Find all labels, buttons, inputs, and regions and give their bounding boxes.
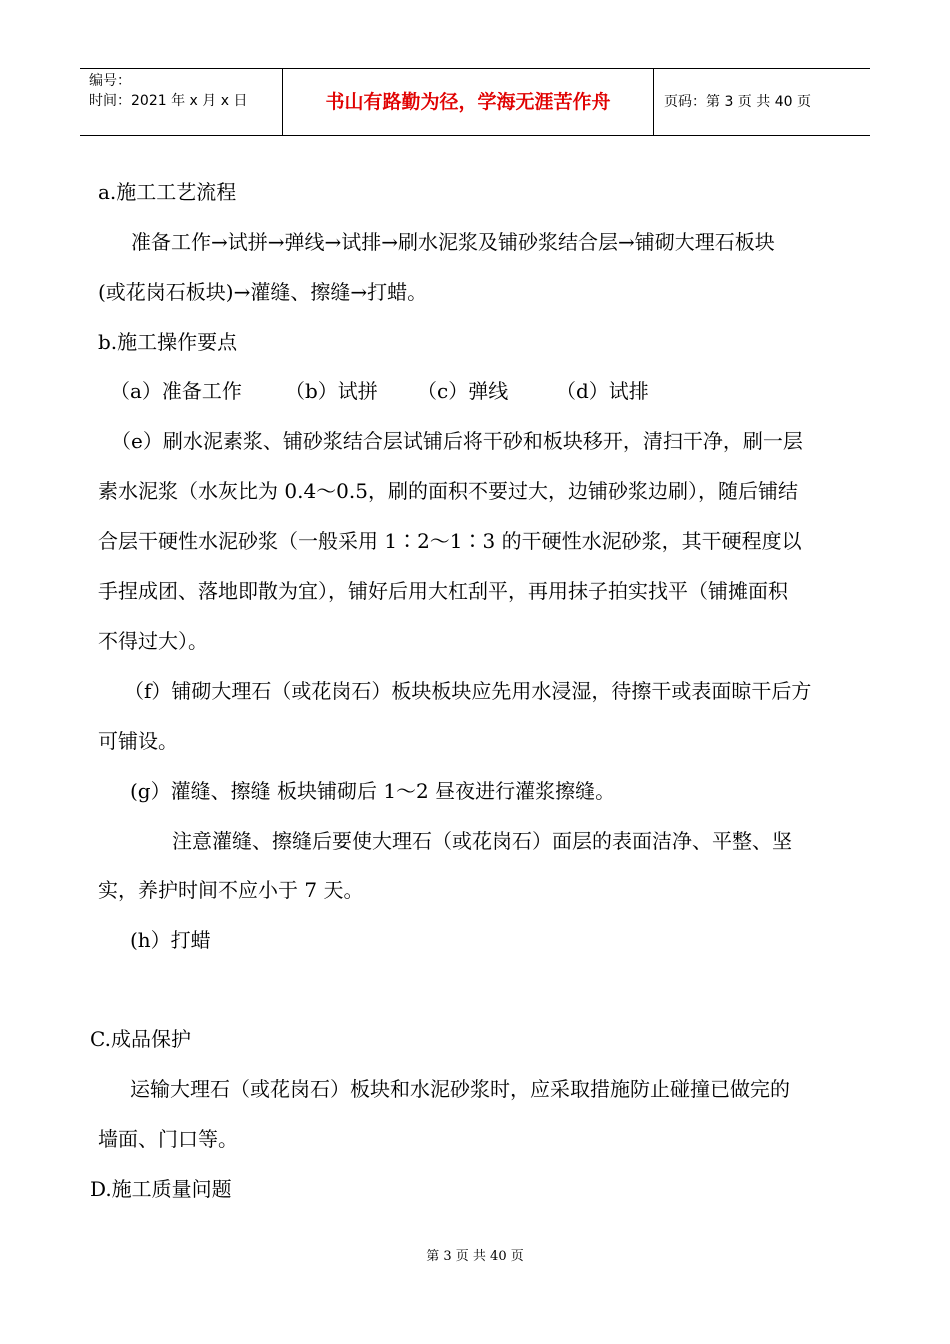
page-header: [80, 68, 870, 136]
paragraph-line: 注意灌缝、擦缝后要使大理石（或花岗石）面层的表面洁净、平整、坚: [172, 829, 792, 853]
section-heading-a: a.施工工艺流程: [98, 180, 237, 204]
paragraph-line: 实，养护时间不应小于 7 天。: [98, 878, 364, 902]
step-item-a: （a）准备工作: [110, 379, 242, 403]
header-meta: [80, 69, 282, 135]
step-item-b: （b）试拼: [285, 379, 378, 403]
paragraph-line: 手捏成团、落地即散为宜），铺好后用大杠刮平，再用抹子拍实找平（铺摊面积: [98, 579, 788, 603]
paragraph-line: 素水泥浆（水灰比为 0.4～0.5，刷的面积不要过大，边铺砂浆边刷），随后铺结: [98, 479, 798, 503]
step-item-c: （c）弹线: [417, 379, 509, 403]
section-heading-b: b.施工操作要点: [98, 330, 238, 354]
paragraph-line: 可铺设。: [98, 729, 178, 753]
document-date-label: 时间：2021 年 x 月 x 日: [89, 93, 248, 109]
paragraph-line: 合层干硬性水泥砂浆（一般采用 1∶2～1∶3 的干硬性水泥砂浆，其干硬程度以: [98, 529, 802, 553]
header-page-label: 页码：第 3 页 共 40 页: [664, 94, 811, 110]
step-item-d: （d）试排: [556, 379, 649, 403]
section-heading-c: C.成品保护: [90, 1027, 191, 1051]
page-footer: 第 3 页 共 40 页: [426, 1249, 524, 1264]
paragraph-line: (h）打蜡: [130, 928, 211, 952]
section-heading-d: D.施工质量问题: [90, 1177, 232, 1201]
paragraph-line: 墙面、门口等。: [98, 1127, 238, 1151]
paragraph-line: 不得过大）。: [98, 629, 208, 653]
document-number-label: 编号：: [89, 73, 131, 89]
header-motto: 书山有路勤为径，学海无涯苦作舟: [282, 69, 654, 135]
paragraph-line: (g）灌缝、擦缝 板块铺砌后 1～2 昼夜进行灌浆擦缝。: [130, 779, 616, 803]
paragraph-line: （f）铺砌大理石（或花岗石）板块板块应先用水浸湿，待擦干或表面晾干后方: [124, 679, 812, 703]
paragraph-line: 运输大理石（或花岗石）板块和水泥砂浆时，应采取措施防止碰撞已做完的: [130, 1077, 790, 1101]
paragraph-line: 准备工作→试拼→弹线→试排→刷水泥浆及铺砂浆结合层→铺砌大理石板块: [131, 230, 775, 254]
paragraph-line: （e）刷水泥素浆、铺砂浆结合层试铺后将干砂和板块移开，清扫干净，刷一层: [111, 429, 803, 453]
paragraph-line: (或花岗石板块)→灌缝、擦缝→打蜡。: [98, 280, 428, 304]
